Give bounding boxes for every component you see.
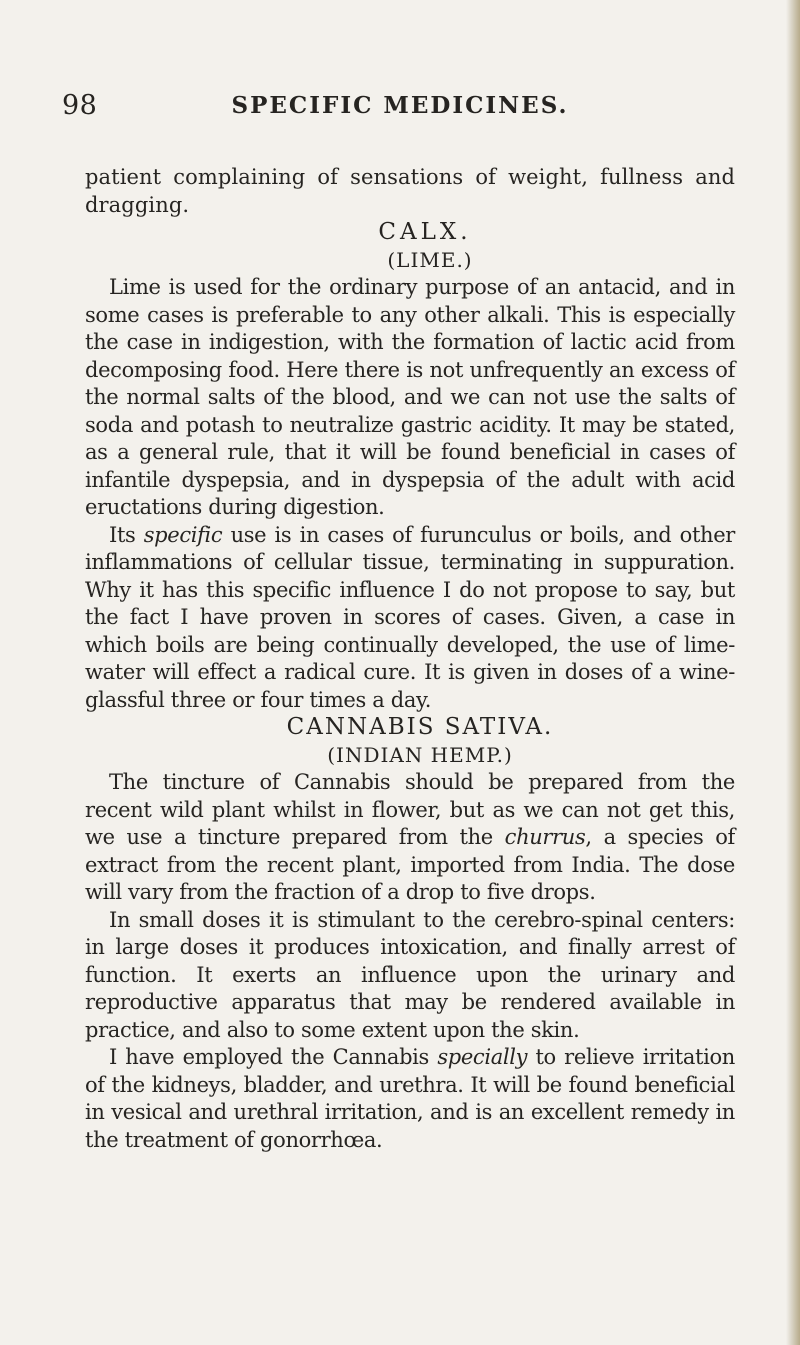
section-heading-calx: CALX.	[378, 219, 472, 245]
emphasis-specially: specially	[437, 1045, 528, 1069]
text-run: The tincture of Cannabis should be prepared from the recent wild plant whilst in flower, but as we can not get this, we use a tincture prepared from the	[85, 770, 735, 849]
paragraph-cannabis-irritation	[85, 1044, 735, 1154]
section-subheading-indian-hemp: (INDIAN HEMP.)	[327, 742, 513, 767]
emphasis-specific: specific	[143, 522, 223, 547]
running-head: SPECIFIC MEDICINES.	[231, 92, 569, 119]
paragraph-lime-specific-use	[85, 522, 735, 715]
page-number: 98	[62, 90, 98, 121]
paragraph-continuation: patient complaining of sensations of weight, fullness and dragging.	[85, 165, 735, 217]
text-run: I have employed the Cannabis	[109, 1045, 438, 1069]
paragraph-lime-antacid: Lime is used for the ordinary purpose of an antacid, and in some cases is preferable to any other alkali. This is especially the case in indigestion, with the formation of lactic acid from decomposing food. Here there is not unfrequently an excess of the normal salts of the blood, and we can not use the salts of soda and potash to neutralize gastric acidity. It may be stated, as a general rule, that it will be found beneficial in cases of infantile dyspepsia, and in dyspepsia of the adult with acid eructations during digestion.	[85, 275, 735, 519]
paragraph-cannabis-tincture	[85, 769, 735, 907]
emphasis-churrus: churrus	[504, 825, 586, 849]
text-run: to relieve irritation of the kidneys, bladder, and urethra. It will be found beneficial in vesical and urethral irritation, and is an excellent remedy in the treatment of gonorrhœa.	[85, 1045, 735, 1152]
page-edge	[786, 0, 800, 1345]
text-run: , a species of extract from the recent plant, imported from India. The dose will vary from the fraction of a drop to five drops.	[85, 825, 735, 904]
text-run: use is in cases of furunculus or boils, and other inflammations of cellular tissue, terminating in suppuration. Why it has this specific influence I do not propose to say, but the fact I have proven in scores of cases. Given, a case in which boils are being continually developed, the use of lime-water will effect a radical cure. It is given in doses of a wine-glassful three or four times a day.	[85, 522, 735, 712]
page-body	[85, 164, 735, 1154]
page-header	[62, 90, 738, 130]
section-subheading-lime: (LIME.)	[387, 247, 473, 272]
section-heading-cannabis: CANNABIS SATIVA.	[286, 714, 554, 740]
text-run: Its	[109, 522, 144, 547]
paragraph-cannabis-doses: In small doses it is stimulant to the cerebro-spinal centers: in large doses it produces intoxication, and finally arrest of function. It exerts an influence upon the urinary and reproductive apparatus that may be rendered available in practice, and also to some extent upon the skin.	[85, 907, 735, 1042]
